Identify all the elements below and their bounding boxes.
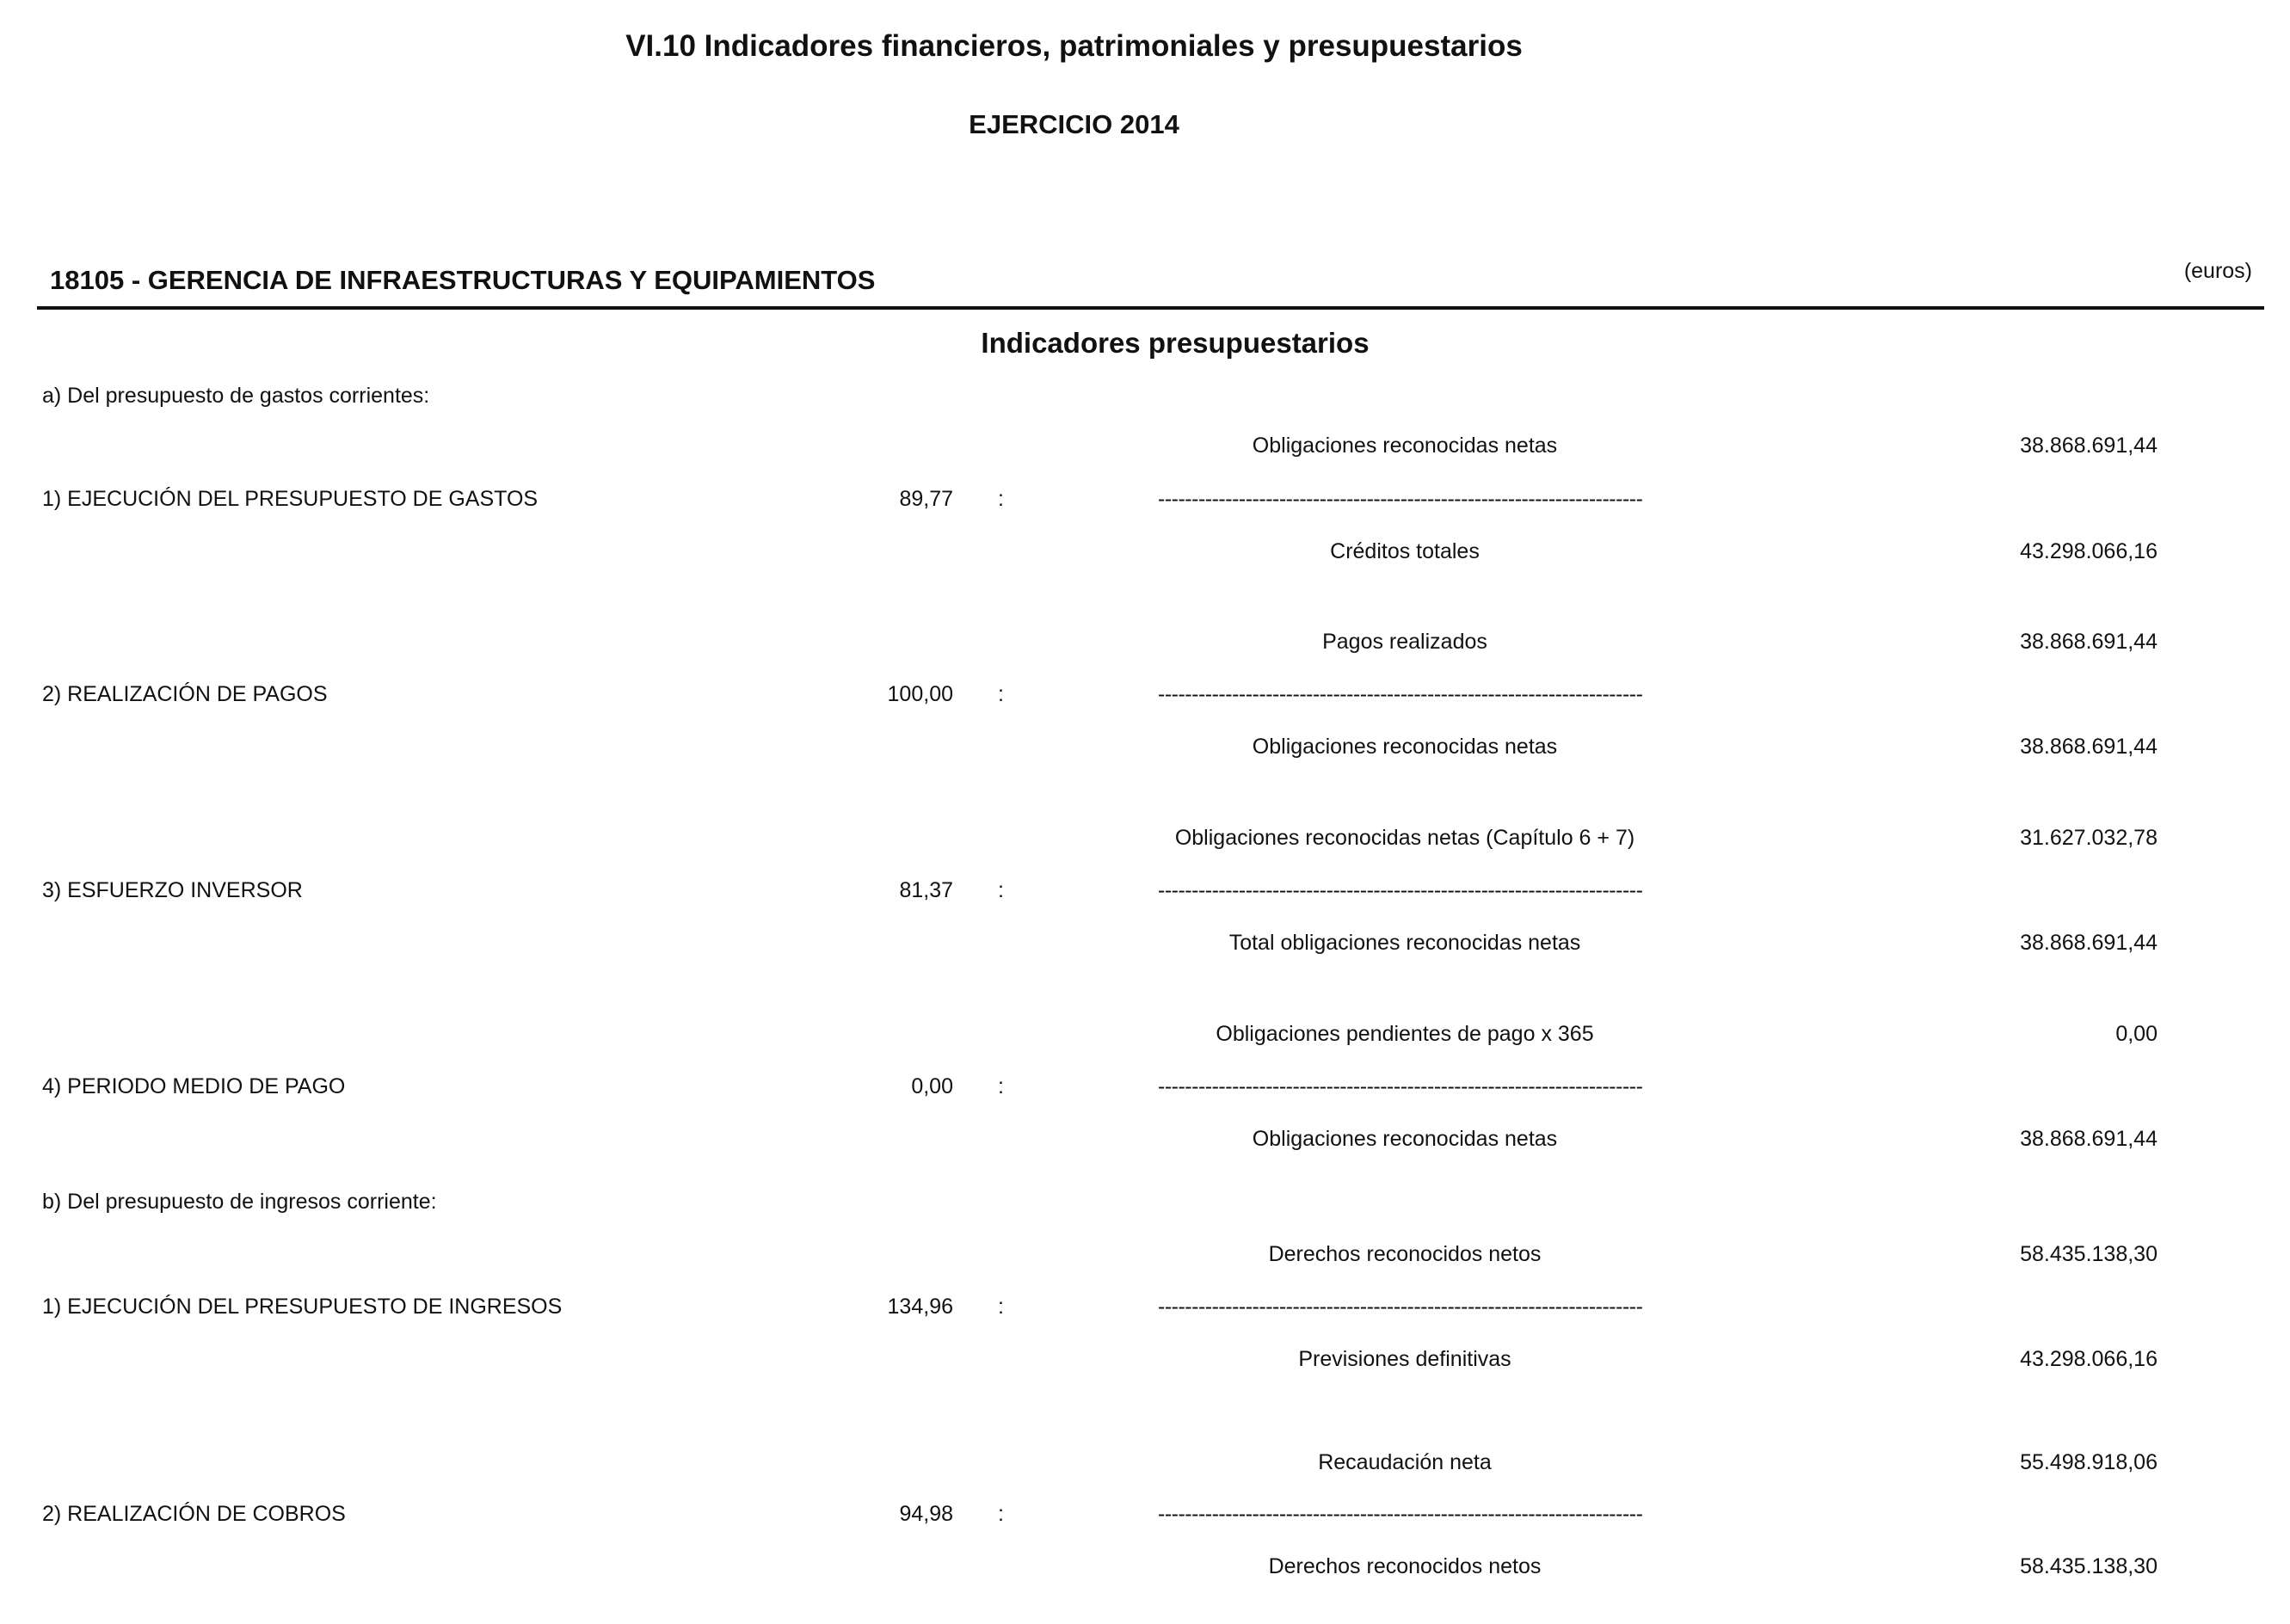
fraction-line: ------------------------------------------------------------------------: [1158, 1295, 1643, 1319]
indicator-separator: :: [998, 1074, 1004, 1098]
fraction-line: ------------------------------------------------------------------------: [1158, 878, 1643, 902]
header-divider: [37, 306, 2264, 310]
indicator-numerator-amount: 55.498.918,06: [2020, 1450, 2158, 1474]
indicator-value: 81,37: [899, 878, 953, 902]
indicator-label: 1) EJECUCIÓN DEL PRESUPUESTO DE GASTOS: [42, 487, 539, 511]
group-a-label: a) Del presupuesto de gastos corrientes:: [42, 384, 430, 408]
entity-name: 18105 - GERENCIA DE INFRAESTRUCTURAS Y EQUIPAMIENTOS: [50, 265, 876, 295]
section-title: Indicadores presupuestarios: [981, 327, 1370, 359]
fiscal-year: EJERCICIO 2014: [969, 109, 1179, 139]
page-title: VI.10 Indicadores financieros, patrimoniales y presupuestarios: [625, 29, 1523, 63]
indicator-denominator-amount: 43.298.066,16: [2020, 539, 2158, 563]
indicator-value: 100,00: [887, 682, 953, 706]
indicator-numerator: Obligaciones reconocidas netas: [1252, 434, 1558, 458]
indicator-separator: :: [998, 878, 1004, 902]
indicator-denominator: Previsiones definitivas: [1298, 1347, 1511, 1371]
indicator-denominator: Total obligaciones reconocidas netas: [1228, 931, 1581, 955]
indicator-numerator: Obligaciones reconocidas netas (Capítulo 6 + 7): [1174, 826, 1635, 850]
indicator-numerator-amount: 38.868.691,44: [2020, 434, 2158, 458]
indicator-label: 1) EJECUCIÓN DEL PRESUPUESTO DE INGRESOS: [42, 1295, 563, 1319]
group-b-label: b) Del presupuesto de ingresos corriente:: [42, 1190, 437, 1214]
fraction-line: ------------------------------------------------------------------------: [1158, 682, 1643, 706]
indicator-label: 4) PERIODO MEDIO DE PAGO: [42, 1074, 346, 1098]
indicator-numerator-amount: 58.435.138,30: [2020, 1242, 2158, 1266]
indicator-value: 94,98: [899, 1502, 953, 1526]
indicator-separator: :: [998, 1502, 1004, 1526]
fraction-line: ------------------------------------------------------------------------: [1158, 1074, 1643, 1098]
indicator-value: 134,96: [887, 1295, 953, 1319]
indicator-denominator: Obligaciones reconocidas netas: [1252, 735, 1558, 759]
fraction-line: ------------------------------------------------------------------------: [1158, 487, 1643, 511]
indicator-denominator-amount: 38.868.691,44: [2020, 931, 2158, 955]
indicator-separator: :: [998, 682, 1004, 706]
indicator-denominator-amount: 58.435.138,30: [2020, 1554, 2158, 1578]
indicator-separator: :: [998, 487, 1004, 511]
indicator-denominator-amount: 38.868.691,44: [2020, 1127, 2158, 1151]
indicator-value: 89,77: [899, 487, 953, 511]
indicator-value: 0,00: [911, 1074, 953, 1098]
indicator-numerator: Recaudación neta: [1318, 1450, 1492, 1474]
indicator-numerator: Derechos reconocidos netos: [1268, 1242, 1542, 1266]
indicator-numerator-amount: 0,00: [2115, 1022, 2158, 1046]
indicator-denominator: Derechos reconocidos netos: [1268, 1554, 1542, 1578]
indicator-label: 3) ESFUERZO INVERSOR: [42, 878, 303, 902]
indicator-denominator: Créditos totales: [1330, 539, 1480, 563]
indicator-denominator: Obligaciones reconocidas netas: [1252, 1127, 1558, 1151]
indicator-numerator: Pagos realizados: [1322, 630, 1487, 654]
indicator-numerator: Obligaciones pendientes de pago x 365: [1216, 1022, 1594, 1046]
units-label: (euros): [2183, 259, 2252, 283]
indicator-label: 2) REALIZACIÓN DE PAGOS: [42, 682, 328, 706]
indicator-denominator-amount: 43.298.066,16: [2020, 1347, 2158, 1371]
indicator-separator: :: [998, 1295, 1004, 1319]
indicator-denominator-amount: 38.868.691,44: [2020, 735, 2158, 759]
indicator-numerator-amount: 31.627.032,78: [2020, 826, 2158, 850]
indicator-numerator-amount: 38.868.691,44: [2020, 630, 2158, 654]
fraction-line: ------------------------------------------------------------------------: [1158, 1502, 1643, 1526]
indicator-label: 2) REALIZACIÓN DE COBROS: [42, 1502, 346, 1526]
